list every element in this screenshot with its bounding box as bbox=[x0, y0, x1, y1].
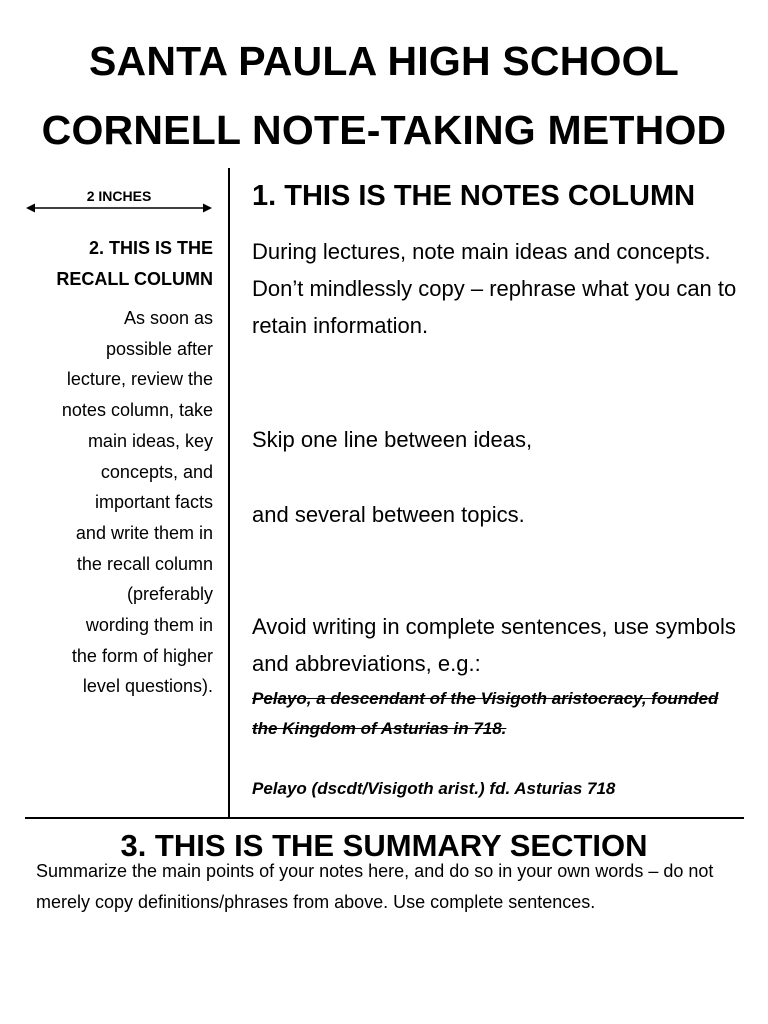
recall-text-line: notes column, take bbox=[61, 400, 213, 421]
notes-paragraph: and several between topics. bbox=[252, 502, 525, 527]
recall-text-line: (preferably bbox=[126, 584, 213, 605]
recall-text-line: As soon as bbox=[123, 308, 213, 328]
recall-heading-line: 2. THIS IS THE bbox=[88, 238, 213, 258]
summary-heading: 3. THIS IS THE SUMMARY SECTION bbox=[120, 828, 648, 863]
recall-column-text bbox=[13, 303, 213, 702]
page-title-line-2: CORNELL NOTE-TAKING METHOD bbox=[41, 107, 727, 153]
recall-text-line: level questions). bbox=[82, 676, 213, 697]
column-divider bbox=[228, 168, 230, 818]
page-title-line-1: SANTA PAULA HIGH SCHOOL bbox=[89, 38, 679, 84]
struck-example-sentence: Pelayo, a descendant of the Visigoth aristocracy, founded the Kingdom of Asturias in 718. bbox=[252, 689, 719, 738]
recall-text-line: the recall column bbox=[76, 553, 213, 574]
width-label: 2 INCHES bbox=[86, 188, 152, 204]
abbreviated-example: Pelayo (dscdt/Visigoth arist.) fd. Asturias 718 bbox=[252, 779, 616, 798]
summary-divider bbox=[25, 817, 744, 819]
notes-paragraph: Skip one line between ideas, bbox=[252, 427, 533, 452]
summary-text: Summarize the main points of your notes here, and do so in your own words – do not merely copy definitions/phrases from above. Use complete sentences. bbox=[36, 861, 714, 912]
recall-heading-line: RECALL COLUMN bbox=[56, 269, 213, 289]
notes-paragraph: During lectures, note main ideas and concepts. Don’t mindlessly copy – rephrase what you can to retain information. bbox=[252, 239, 737, 338]
recall-column-heading bbox=[13, 233, 213, 295]
recall-text-line: possible after bbox=[105, 338, 213, 359]
recall-text-line: the form of higher bbox=[71, 645, 213, 666]
recall-text-line: wording them in bbox=[85, 615, 213, 636]
recall-text-line: main ideas, key bbox=[87, 430, 213, 451]
notes-column-heading: 1. THIS IS THE NOTES COLUMN bbox=[252, 180, 696, 212]
recall-text-line: and write them in bbox=[75, 522, 213, 543]
double-arrow-icon bbox=[26, 201, 212, 215]
recall-text-line: important facts bbox=[94, 492, 213, 513]
recall-text-line: concepts, and bbox=[100, 461, 213, 482]
recall-text-line: lecture, review the bbox=[66, 369, 213, 390]
notes-paragraph: Avoid writing in complete sentences, use symbols and abbreviations, e.g.: bbox=[252, 614, 736, 676]
